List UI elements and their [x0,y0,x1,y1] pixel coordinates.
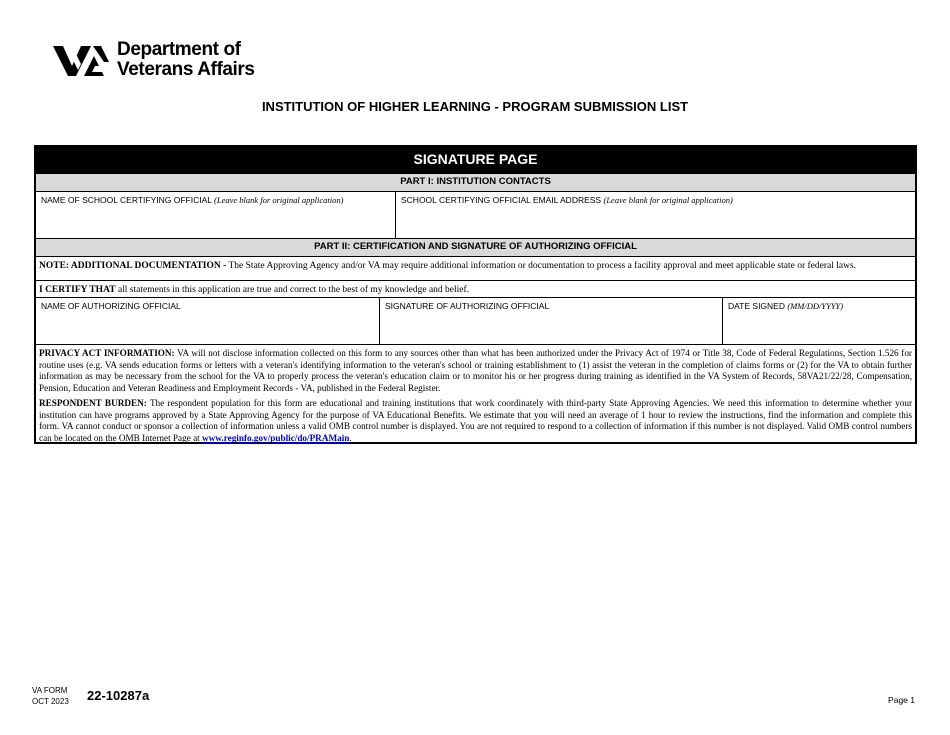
date-signed-label: DATE SIGNED [728,301,785,311]
respondent-burden-end: . [349,432,352,443]
sco-email-label: SCHOOL CERTIFYING OFFICIAL EMAIL ADDRESS [401,195,602,205]
certify-label: I CERTIFY THAT [39,285,116,295]
part1-contacts-row [36,192,915,239]
authorizing-official-signature-field[interactable] [379,298,722,344]
privacy-act-text: VA will not disclose information collected on this form to any sources other than what has been authorized under the Privacy Act of 1974 or Title 38, Code of Federal Regulations, Section 1.526 for routine uses (e.g. VA sends education forms or letters with a veteran's identifying information to the veteran's school or training establishment to (1) assist the veteran in the completion of claims forms or (2) for the VA to obtain further information as may be necessary from the school for the VA to properly process the veteran's education claim or to monitor his or her progress during training as identified in the VA System of Records, 58VA21/22/28, Compensation, Pension, Education and Veteran Readiness and Employment Records - VA, published in the Federal Register. [39,348,912,393]
part2-header: PART II: CERTIFICATION AND SIGNATURE OF AUTHORIZING OFFICIAL [36,239,915,257]
logo-line-1: Department of [117,39,241,60]
note-label: NOTE: ADDITIONAL DOCUMENTATION - [39,261,227,271]
footer-form-number: 22-10287a [87,688,150,703]
footer-form-date: OCT 2023 [32,697,69,706]
respondent-burden-label: RESPONDENT BURDEN: [39,398,147,408]
certify-text: all statements in this application are true and correct to the best of my knowledge and belief. [115,285,470,295]
authorizing-official-signature-label: SIGNATURE OF AUTHORIZING OFFICIAL [385,301,550,311]
date-signed-field[interactable] [722,298,915,344]
note-text: The State Approving Agency and/or VA may require additional information or documentation to process a facility approval and meet applicable state or federal laws. [226,261,857,271]
respondent-burden-paragraph [39,398,912,444]
authorizing-official-name-field[interactable] [36,298,379,344]
sco-name-hint: (Leave blank for original application) [214,195,344,205]
footer-form-info [32,685,69,707]
sco-name-label: NAME OF SCHOOL CERTIFYING OFFICIAL [41,195,212,205]
va-seal-icon [51,40,109,80]
respondent-burden-text: The respondent population for this form are educational and training institutions that work coordinately with third-party State Approving Agencies. We need this information to determine whether your institution can have programs approved by a State Approving Agency for the purpose of VA Educational Benefits. We estimate that you will need an average of 1 hour to review the instructions, find the information and complete this form. VA cannot conduct or sponsor a collection of information unless a valid OMB control number is displayed. You are not required to respond to a collection of information if this number is not displayed. Valid OMB control numbers can be located on the OMB Internet Page at [39,398,913,443]
footer-form-label: VA FORM [32,686,68,695]
footer-page-number: Page 1 [888,695,915,705]
authorizing-official-row [36,298,915,345]
privacy-act-paragraph [39,348,912,394]
omb-link[interactable]: www.reginfo.gov/public/do/PRAMain [202,432,350,443]
form-title: INSTITUTION OF HIGHER LEARNING - PROGRAM SUBMISSION LIST [261,99,689,114]
part1-header: PART I: INSTITUTION CONTACTS [36,174,915,192]
authorizing-official-name-label: NAME OF AUTHORIZING OFFICIAL [41,301,181,311]
signature-form [34,145,917,444]
privacy-section [36,345,915,442]
certify-statement [36,281,915,298]
logo-line-2: Veterans Affairs [117,59,255,80]
privacy-act-label: PRIVACY ACT INFORMATION: [39,348,175,358]
sco-email-field[interactable] [395,192,915,238]
date-signed-hint: (MM/DD/YYYY) [787,301,844,311]
va-logo [51,40,255,80]
sco-email-hint: (Leave blank for original application) [603,195,733,205]
additional-documentation-note [36,257,915,281]
sco-name-field[interactable] [36,192,395,238]
signature-page-header: SIGNATURE PAGE [36,147,915,174]
